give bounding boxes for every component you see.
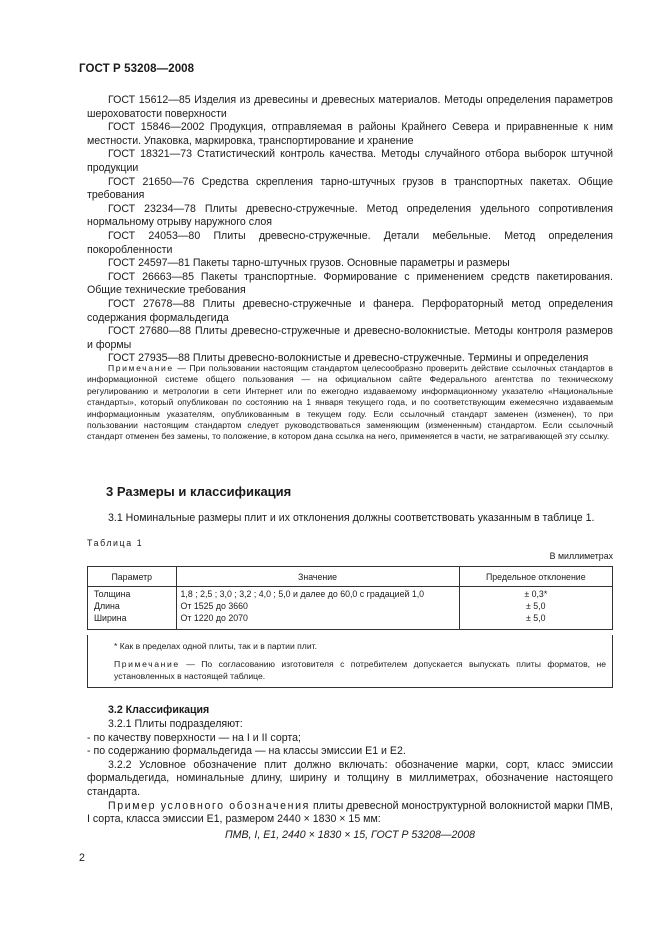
table-cell: От 1220 до 2070 bbox=[176, 613, 459, 630]
paragraph-3-2-2: 3.2.2 Условное обозначение плит должно включать: обозначение марки, сорт, класс эмиссии формальдегида, номинальные длину, ширину и толщину в миллиметрах, обозначение настоящего стандарта. bbox=[87, 758, 613, 798]
table-units: В миллиметрах bbox=[549, 551, 613, 561]
reference-item: ГОСТ 26663—85 Пакеты транспортные. Формирование с применением средств пакетирования. Общие технические требования bbox=[87, 270, 613, 297]
designation-formula: ПМВ, I, Е1, 2440 × 1830 × 15, ГОСТ Р 53208—2008 bbox=[224, 828, 476, 841]
table-footnote: * Как в пределах одной плиты, так и в партии плит. bbox=[114, 641, 317, 651]
reference-item: ГОСТ 24053—80 Плиты древесно-стружечные. Детали мебельные. Метод определения покоробленности bbox=[87, 229, 613, 256]
dimensions-table bbox=[87, 566, 613, 630]
table-row bbox=[88, 587, 613, 602]
section-3-2-body bbox=[87, 718, 613, 842]
paragraph-3-2-1: 3.2.1 Плиты подразделяют: bbox=[108, 718, 243, 730]
section-3-2-heading: 3.2 Классификация bbox=[108, 704, 210, 716]
references-list bbox=[87, 94, 613, 366]
table-footer bbox=[87, 635, 613, 688]
section-3-heading: 3 Размеры и классификация bbox=[106, 484, 292, 499]
reference-item: ГОСТ 18321—73 Статистический контроль качества. Методы случайного отбора выборок штучной продукции bbox=[87, 148, 613, 174]
table-cell: ± 5,0 bbox=[459, 601, 612, 613]
note-text: — При пользовании настоящим стандартом целесообразно проверить действие ссылочных стандартов в информационной системе общего пользования — на официальном сайте Федерального агентства по техническому регулированию и метрологии в сети Интернет или по ежегодно издаваемому информационному указателю «Национальные стандарты», который опубликован по состоянию на 1 января текущего года, и по соответствующим ежемесячно издаваемым информационным указателям, опубликованным в текущем году. Если ссылочный стандарт заменен (изменен), то при пользовании настоящим стандартом следует руководствоваться заменяющим (измененным) стандартом. Если ссылочный стандарт отменен без замены, то положение, в котором дана ссылка на него, применяется в части, не затрагивающей эту ссылку. bbox=[87, 363, 613, 442]
reference-item: ГОСТ 15612—85 Изделия из древесины и древесных материалов. Методы определения параметров шероховатости поверхности bbox=[87, 94, 613, 120]
table-cell: 1,8 ; 2,5 ; 3,0 ; 3,2 ; 4,0 ; 5,0 и далее до 60,0 с градацией 1,0 bbox=[176, 587, 459, 602]
example-text: плиты древесной моноструктурной волокнистой марки ПМВ, I сорта, класса эмиссии Е1, размером 2440 × 1830 × 15 мм: bbox=[87, 799, 613, 826]
list-item: - по содержанию формальдегида — на классы эмиссии Е1 и Е2. bbox=[87, 745, 406, 758]
table-note-label: Примечание bbox=[114, 658, 180, 669]
note-label: Примечание bbox=[108, 363, 174, 373]
table-row bbox=[88, 613, 613, 630]
table-note bbox=[88, 659, 612, 683]
paragraph-3-1: 3.1 Номинальные размеры плит и их отклонения должны соответствовать указанным в таблице 1. bbox=[108, 512, 595, 524]
example-paragraph bbox=[87, 800, 613, 827]
reference-item: ГОСТ 27680—88 Плиты древесно-стружечные и древесно-волокнистые. Методы контроля размеров и формы bbox=[87, 325, 613, 351]
reference-item: ГОСТ 15846—2002 Продукция, отправляемая в районы Крайнего Севера и приравненные к ним местности. Упаковка, маркировка, транспортирование и хранение bbox=[87, 121, 613, 147]
table-caption: Таблица 1 bbox=[87, 538, 144, 548]
table-cell: Длина bbox=[88, 601, 177, 613]
references-note bbox=[87, 363, 613, 443]
table-cell: ± 5,0 bbox=[459, 613, 612, 630]
reference-item: ГОСТ 21650—76 Средства скрепления тарно-штучных грузов в транспортных пакетах. Общие требования bbox=[87, 175, 613, 202]
table-cell: ± 0,3* bbox=[459, 587, 612, 602]
reference-item: ГОСТ 27678—88 Плиты древесно-стружечные и фанера. Перфораторный метод определения содержания формальдегида bbox=[87, 297, 613, 324]
page-number: 2 bbox=[79, 852, 85, 864]
table-cell: Толщина bbox=[88, 587, 177, 602]
table-cell: Ширина bbox=[88, 613, 177, 630]
table-row bbox=[88, 601, 613, 613]
page-header: ГОСТ Р 53208—2008 bbox=[79, 63, 195, 75]
column-header: Предельное отклонение bbox=[459, 567, 612, 587]
table-cell: От 1525 до 3660 bbox=[176, 601, 459, 613]
reference-item: ГОСТ 23234—78 Плиты древесно-стружечные. Метод определения удельного сопротивления нормальному отрыву наружного слоя bbox=[87, 202, 613, 229]
reference-item: ГОСТ 24597—81 Пакеты тарно-штучных грузов. Основные параметры и размеры bbox=[108, 257, 510, 270]
reference-item: ГОСТ 27935—88 Плиты древесно-волокнистые и древесно-стружечные. Термины и определения bbox=[108, 352, 589, 365]
column-header: Значение bbox=[176, 567, 459, 587]
list-item: - по качеству поверхности — на I и II сорта; bbox=[87, 731, 301, 744]
example-label: Пример условного обозначения bbox=[108, 799, 310, 812]
column-header: Параметр bbox=[88, 567, 177, 587]
table-note-text: — По согласованию изготовителя с потребителем допускается выпускать плиты форматов, не установленных в настоящей таблице. bbox=[114, 658, 606, 681]
